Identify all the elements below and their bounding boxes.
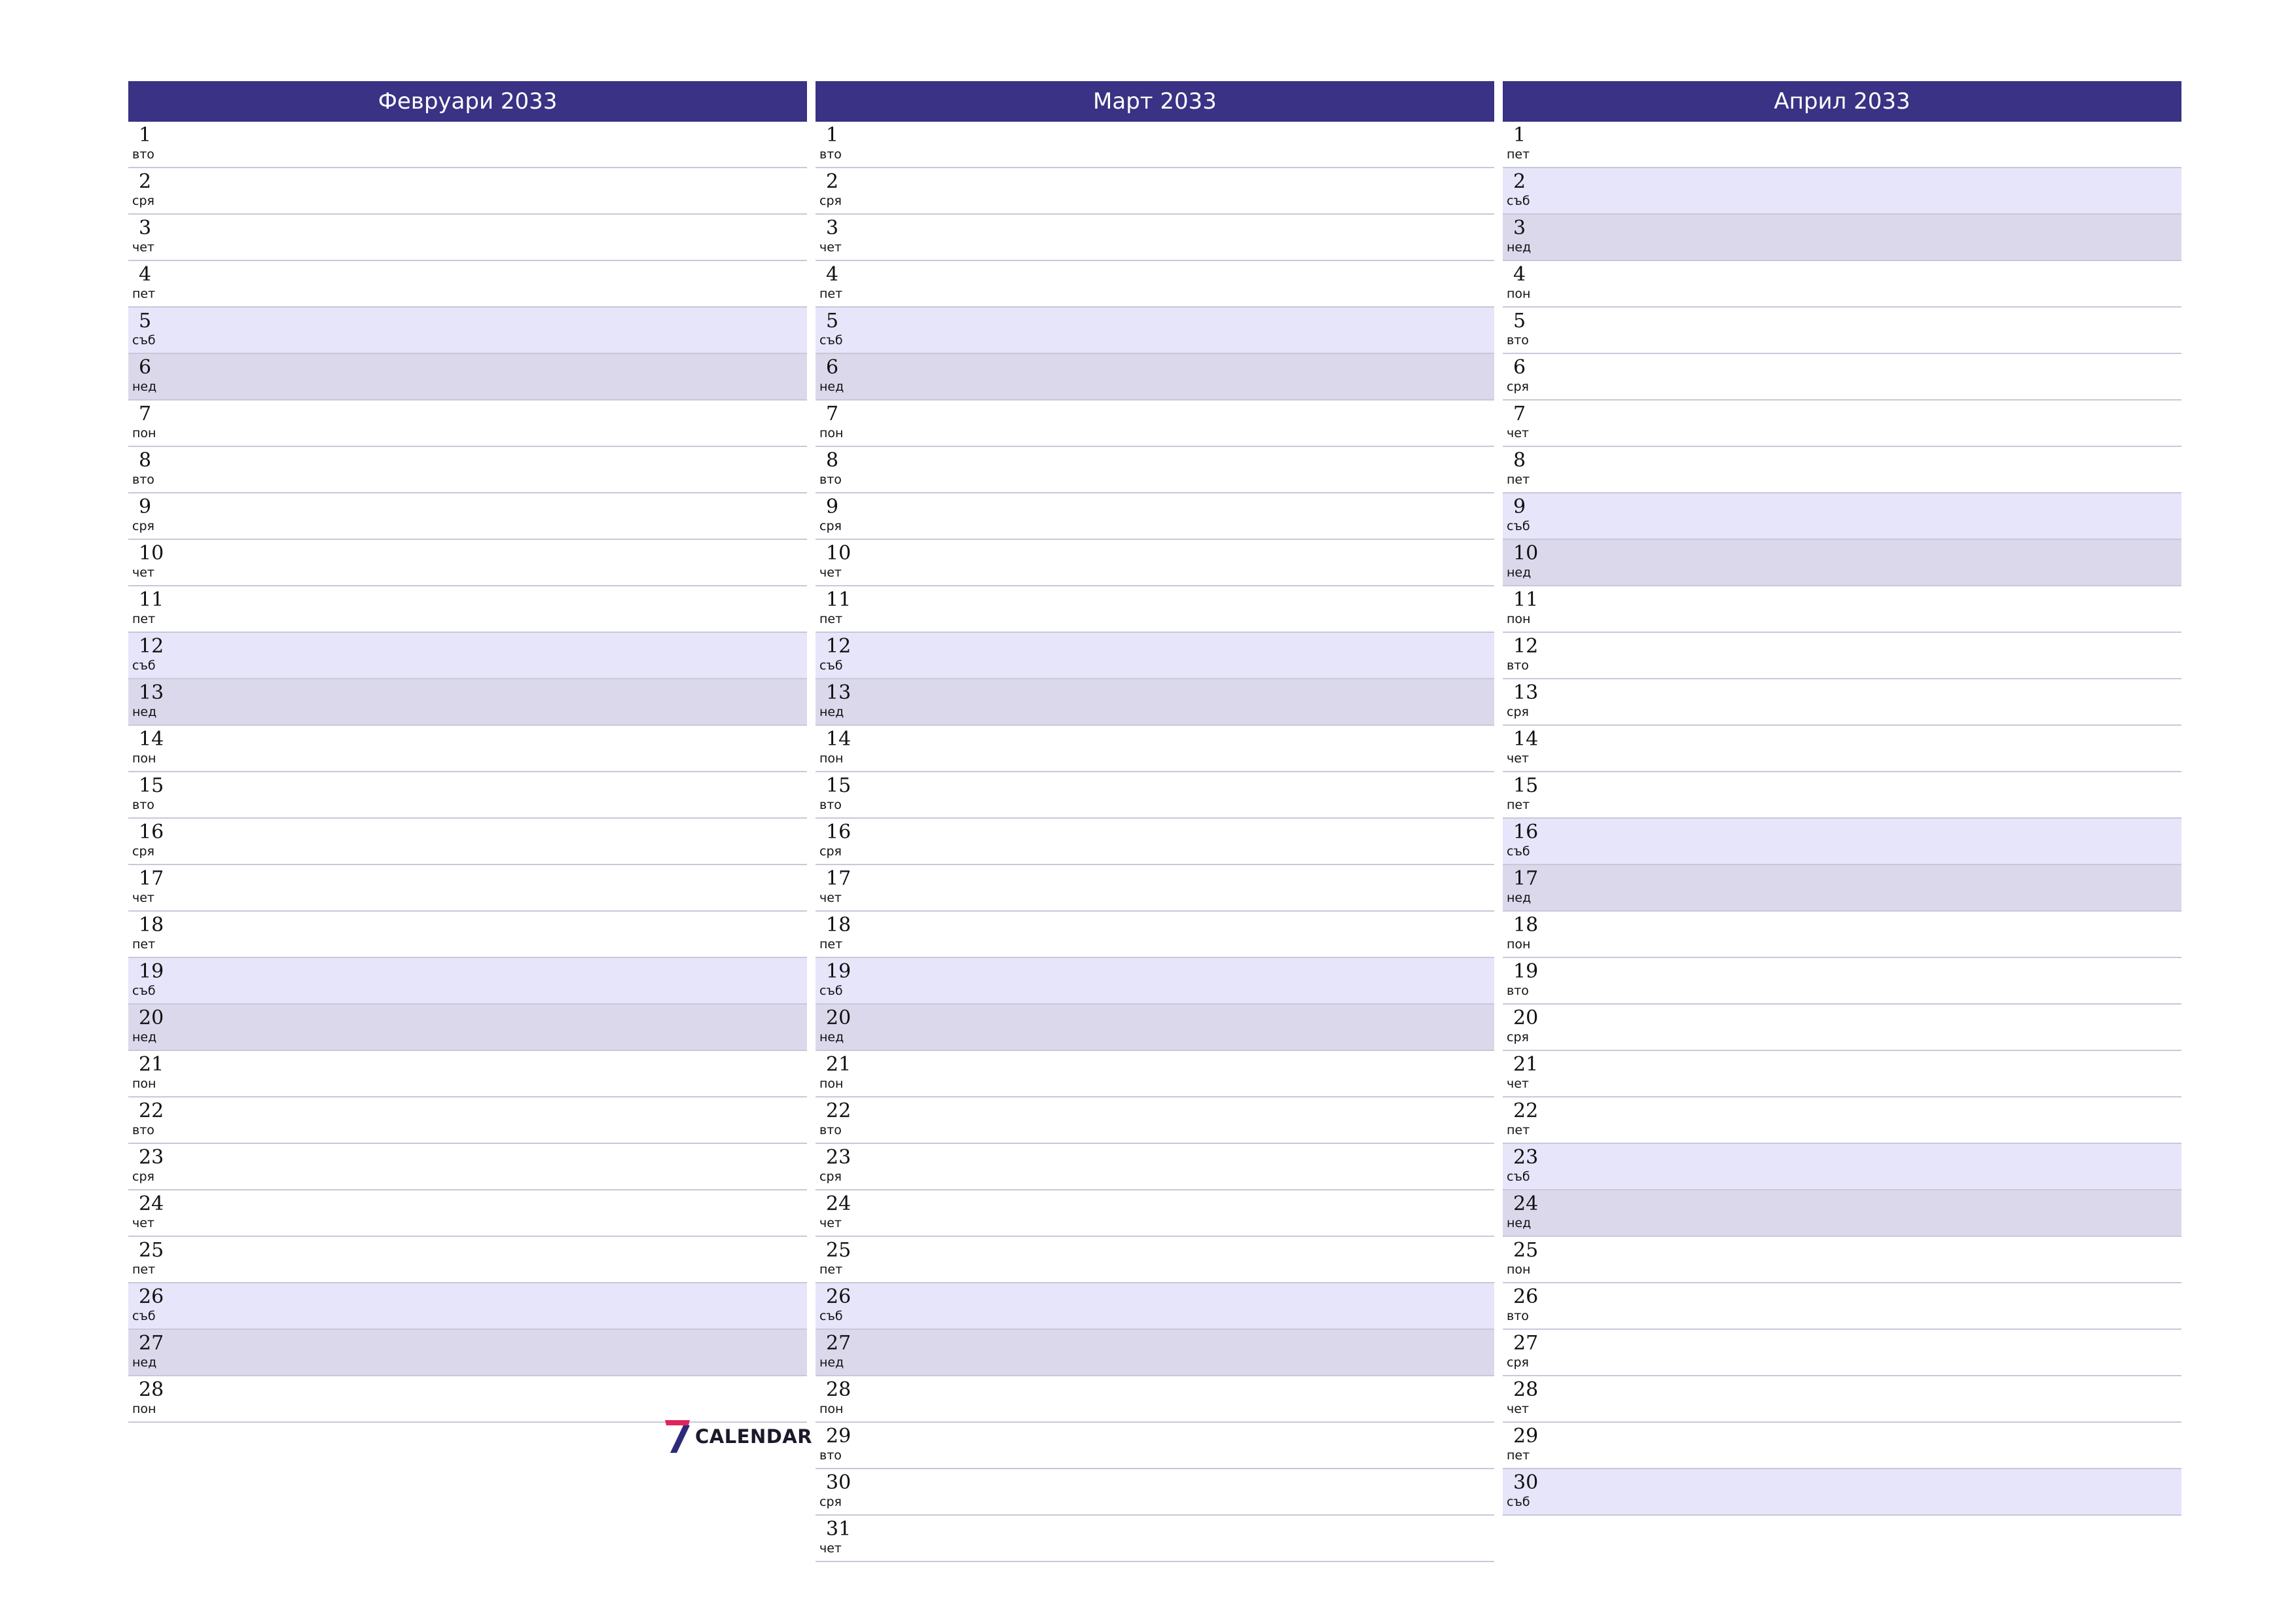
day-number: 5 xyxy=(1513,310,1526,332)
weekday-label: пет xyxy=(1507,1448,1530,1463)
weekday-label: съб xyxy=(819,333,843,348)
weekday-label: сря xyxy=(1507,1355,1529,1370)
weekday-label: чет xyxy=(819,565,842,580)
weekday-label: съб xyxy=(132,1309,156,1323)
day-number: 1 xyxy=(139,124,152,147)
weekday-label: сря xyxy=(819,1169,842,1184)
day-row[interactable] xyxy=(816,1190,1494,1237)
day-number: 1 xyxy=(826,124,839,147)
weekday-label: вто xyxy=(1507,1309,1529,1323)
weekday-label: пон xyxy=(819,1077,844,1091)
weekday-label: вто xyxy=(1507,333,1529,348)
day-row[interactable] xyxy=(128,1051,807,1097)
weekday-label: вто xyxy=(819,1448,842,1463)
day-number: 18 xyxy=(826,914,852,936)
day-number: 2 xyxy=(826,170,839,193)
day-number: 11 xyxy=(139,588,164,611)
day-number: 25 xyxy=(826,1239,852,1262)
day-number: 8 xyxy=(826,449,839,472)
day-row[interactable] xyxy=(128,540,807,586)
day-number: 23 xyxy=(139,1146,164,1169)
weekday-label: пет xyxy=(1507,473,1530,487)
day-number: 28 xyxy=(1513,1378,1539,1401)
day-row[interactable] xyxy=(1503,679,2181,726)
day-row[interactable] xyxy=(816,726,1494,772)
weekday-label: нед xyxy=(132,705,157,719)
day-row[interactable] xyxy=(1503,772,2181,819)
weekday-label: нед xyxy=(132,1355,157,1370)
seven-logo-icon xyxy=(662,1418,692,1455)
weekday-label: чет xyxy=(819,1216,842,1230)
day-number: 27 xyxy=(826,1332,852,1355)
day-number: 5 xyxy=(139,310,152,332)
weekday-label: вто xyxy=(819,1123,842,1137)
day-number: 19 xyxy=(139,960,164,983)
day-row[interactable] xyxy=(128,772,807,819)
weekday-label: чет xyxy=(1507,1077,1529,1091)
day-row[interactable] xyxy=(128,726,807,772)
month-march xyxy=(816,81,1494,1562)
day-row[interactable] xyxy=(816,586,1494,633)
day-row[interactable] xyxy=(128,1376,807,1423)
month-title: Април 2033 xyxy=(1503,81,2181,122)
day-number: 1 xyxy=(1513,124,1526,147)
day-row[interactable] xyxy=(816,865,1494,912)
day-row[interactable] xyxy=(1503,354,2181,401)
weekday-label: пет xyxy=(819,937,843,952)
day-list xyxy=(128,122,807,1423)
day-number: 7 xyxy=(826,402,839,425)
day-number: 13 xyxy=(1513,681,1539,704)
day-number: 20 xyxy=(1513,1007,1539,1029)
day-row[interactable] xyxy=(128,1237,807,1283)
day-row[interactable] xyxy=(128,447,807,493)
day-number: 12 xyxy=(826,635,852,658)
weekday-label: пет xyxy=(132,1262,156,1277)
day-row[interactable] xyxy=(816,401,1494,447)
weekday-label: нед xyxy=(132,380,157,394)
day-row[interactable] xyxy=(1503,261,2181,308)
day-row[interactable] xyxy=(128,1330,807,1376)
day-row[interactable] xyxy=(128,354,807,401)
weekday-label: чет xyxy=(132,565,154,580)
weekday-label: пон xyxy=(1507,937,1531,952)
day-number: 17 xyxy=(139,867,164,890)
weekday-label: пон xyxy=(132,1402,156,1416)
day-row[interactable] xyxy=(816,261,1494,308)
day-row[interactable] xyxy=(816,1051,1494,1097)
day-row[interactable] xyxy=(816,1097,1494,1144)
weekday-label: пет xyxy=(132,287,156,301)
day-number: 12 xyxy=(139,635,164,658)
day-row[interactable] xyxy=(1503,168,2181,215)
day-number: 8 xyxy=(1513,449,1526,472)
weekday-label: нед xyxy=(1507,240,1532,255)
day-number: 6 xyxy=(1513,356,1526,379)
day-number: 15 xyxy=(826,774,852,797)
day-number: 10 xyxy=(826,542,852,565)
day-row[interactable] xyxy=(128,633,807,679)
day-number: 18 xyxy=(139,914,164,936)
day-number: 10 xyxy=(1513,542,1539,565)
weekday-label: сря xyxy=(1507,380,1529,394)
day-row[interactable] xyxy=(128,1144,807,1190)
weekday-label: пон xyxy=(132,426,156,440)
weekday-label: сря xyxy=(819,844,842,859)
day-row[interactable] xyxy=(1503,215,2181,261)
weekday-label: вто xyxy=(1507,984,1529,998)
day-row[interactable] xyxy=(1503,958,2181,1005)
day-number: 23 xyxy=(826,1146,852,1169)
day-number: 10 xyxy=(139,542,164,565)
weekday-label: нед xyxy=(819,1355,844,1370)
weekday-label: пон xyxy=(1507,612,1531,626)
day-number: 14 xyxy=(139,728,164,751)
day-row[interactable] xyxy=(128,168,807,215)
day-row[interactable] xyxy=(816,447,1494,493)
day-number: 30 xyxy=(1513,1471,1539,1494)
day-number: 5 xyxy=(826,310,839,332)
day-row[interactable] xyxy=(128,586,807,633)
day-row[interactable] xyxy=(1503,726,2181,772)
day-number: 20 xyxy=(826,1007,852,1029)
day-number: 26 xyxy=(139,1285,164,1308)
day-number: 4 xyxy=(1513,263,1526,286)
weekday-label: пет xyxy=(819,1262,843,1277)
day-row[interactable] xyxy=(128,401,807,447)
weekday-label: нед xyxy=(132,1030,157,1044)
weekday-label: сря xyxy=(819,1495,842,1509)
day-number: 13 xyxy=(826,681,852,704)
day-row[interactable] xyxy=(1503,586,2181,633)
day-number: 16 xyxy=(826,821,852,844)
month-february xyxy=(128,81,807,1423)
weekday-label: съб xyxy=(1507,194,1530,208)
weekday-label: сря xyxy=(132,844,154,859)
weekday-label: чет xyxy=(819,891,842,905)
weekday-label: чет xyxy=(132,240,154,255)
day-number: 28 xyxy=(826,1378,852,1401)
day-number: 25 xyxy=(1513,1239,1539,1262)
day-number: 4 xyxy=(826,263,839,286)
day-number: 9 xyxy=(826,495,839,518)
day-row[interactable] xyxy=(816,122,1494,168)
day-row[interactable] xyxy=(816,540,1494,586)
day-row[interactable] xyxy=(128,679,807,726)
weekday-label: сря xyxy=(1507,705,1529,719)
day-list xyxy=(1503,122,2181,1516)
day-row[interactable] xyxy=(816,1237,1494,1283)
day-number: 21 xyxy=(139,1053,164,1076)
weekday-label: вто xyxy=(819,798,842,812)
weekday-label: съб xyxy=(819,658,843,673)
day-row[interactable] xyxy=(128,493,807,540)
weekday-label: нед xyxy=(819,380,844,394)
weekday-label: съб xyxy=(1507,1495,1530,1509)
weekday-label: нед xyxy=(1507,1216,1532,1230)
day-row[interactable] xyxy=(1503,1005,2181,1051)
day-number: 26 xyxy=(826,1285,852,1308)
day-row[interactable] xyxy=(816,1283,1494,1330)
weekday-label: сря xyxy=(132,194,154,208)
weekday-label: вто xyxy=(819,473,842,487)
day-row[interactable] xyxy=(816,1005,1494,1051)
day-number: 22 xyxy=(826,1099,852,1122)
day-number: 22 xyxy=(139,1099,164,1122)
day-row[interactable] xyxy=(1503,540,2181,586)
day-number: 2 xyxy=(139,170,152,193)
weekday-label: сря xyxy=(819,194,842,208)
day-row[interactable] xyxy=(1503,122,2181,168)
day-row[interactable] xyxy=(816,679,1494,726)
day-row[interactable] xyxy=(1503,1330,2181,1376)
weekday-label: вто xyxy=(132,473,154,487)
weekday-label: пет xyxy=(132,612,156,626)
weekday-label: пет xyxy=(819,287,843,301)
weekday-label: чет xyxy=(132,1216,154,1230)
weekday-label: нед xyxy=(1507,565,1532,580)
day-row[interactable] xyxy=(1503,865,2181,912)
day-number: 15 xyxy=(139,774,164,797)
day-number: 21 xyxy=(826,1053,852,1076)
day-number: 3 xyxy=(826,217,839,240)
weekday-label: пон xyxy=(819,1402,844,1416)
weekday-label: чет xyxy=(819,240,842,255)
month-april xyxy=(1503,81,2181,1516)
day-row[interactable] xyxy=(128,122,807,168)
day-number: 3 xyxy=(1513,217,1526,240)
weekday-label: съб xyxy=(132,333,156,348)
day-number: 2 xyxy=(1513,170,1526,193)
day-number: 7 xyxy=(1513,402,1526,425)
weekday-label: чет xyxy=(1507,426,1529,440)
weekday-label: съб xyxy=(132,984,156,998)
day-number: 11 xyxy=(1513,588,1539,611)
day-row[interactable] xyxy=(816,1469,1494,1516)
day-number: 14 xyxy=(826,728,852,751)
day-number: 8 xyxy=(139,449,152,472)
weekday-label: пет xyxy=(1507,798,1530,812)
day-row[interactable] xyxy=(1503,1237,2181,1283)
weekday-label: вто xyxy=(132,147,154,162)
day-row[interactable] xyxy=(128,912,807,958)
day-number: 4 xyxy=(139,263,152,286)
weekday-label: съб xyxy=(1507,519,1530,533)
day-row[interactable] xyxy=(816,633,1494,679)
day-number: 31 xyxy=(826,1518,852,1541)
day-row[interactable] xyxy=(816,1423,1494,1469)
day-number: 24 xyxy=(826,1192,852,1215)
day-number: 7 xyxy=(139,402,152,425)
day-number: 3 xyxy=(139,217,152,240)
day-row[interactable] xyxy=(816,912,1494,958)
day-number: 28 xyxy=(139,1378,164,1401)
weekday-label: съб xyxy=(819,984,843,998)
weekday-label: съб xyxy=(132,658,156,673)
day-row[interactable] xyxy=(816,958,1494,1005)
day-row[interactable] xyxy=(128,1190,807,1237)
day-number: 24 xyxy=(1513,1192,1539,1215)
day-number: 30 xyxy=(826,1471,852,1494)
weekday-label: вто xyxy=(1507,658,1529,673)
day-number: 25 xyxy=(139,1239,164,1262)
weekday-label: пет xyxy=(819,612,843,626)
weekday-label: пон xyxy=(1507,287,1531,301)
weekday-label: вто xyxy=(132,1123,154,1137)
weekday-label: сря xyxy=(1507,1030,1529,1044)
day-row[interactable] xyxy=(128,308,807,354)
weekday-label: вто xyxy=(132,798,154,812)
day-number: 29 xyxy=(826,1425,852,1448)
day-row[interactable] xyxy=(1503,912,2181,958)
day-row[interactable] xyxy=(816,772,1494,819)
day-row[interactable] xyxy=(816,308,1494,354)
day-number: 16 xyxy=(139,821,164,844)
day-number: 27 xyxy=(139,1332,164,1355)
day-row[interactable] xyxy=(128,1283,807,1330)
day-row[interactable] xyxy=(128,1005,807,1051)
day-number: 18 xyxy=(1513,914,1539,936)
day-number: 19 xyxy=(826,960,852,983)
day-row[interactable] xyxy=(1503,1144,2181,1190)
calendar-logo xyxy=(662,1417,812,1456)
day-row[interactable] xyxy=(816,1516,1494,1562)
weekday-label: пет xyxy=(132,937,156,952)
day-row[interactable] xyxy=(816,1376,1494,1423)
day-number: 6 xyxy=(826,356,839,379)
day-number: 22 xyxy=(1513,1099,1539,1122)
day-row[interactable] xyxy=(1503,633,2181,679)
day-row[interactable] xyxy=(816,819,1494,865)
day-number: 13 xyxy=(139,681,164,704)
day-row[interactable] xyxy=(816,1330,1494,1376)
day-number: 15 xyxy=(1513,774,1539,797)
day-list xyxy=(816,122,1494,1562)
weekday-label: нед xyxy=(819,1030,844,1044)
day-row[interactable] xyxy=(128,958,807,1005)
day-number: 17 xyxy=(826,867,852,890)
day-number: 24 xyxy=(139,1192,164,1215)
weekday-label: чет xyxy=(819,1541,842,1556)
day-number: 19 xyxy=(1513,960,1539,983)
day-number: 20 xyxy=(139,1007,164,1029)
day-row[interactable] xyxy=(816,493,1494,540)
weekday-label: съб xyxy=(1507,1169,1530,1184)
day-row[interactable] xyxy=(1503,447,2181,493)
weekday-label: сря xyxy=(132,519,154,533)
weekday-label: нед xyxy=(819,705,844,719)
day-row[interactable] xyxy=(128,261,807,308)
day-number: 27 xyxy=(1513,1332,1539,1355)
day-row[interactable] xyxy=(128,819,807,865)
day-number: 14 xyxy=(1513,728,1539,751)
weekday-label: пон xyxy=(1507,1262,1531,1277)
weekday-label: чет xyxy=(132,891,154,905)
day-row[interactable] xyxy=(1503,1051,2181,1097)
day-row[interactable] xyxy=(1503,1469,2181,1516)
weekday-label: съб xyxy=(819,1309,843,1323)
day-number: 9 xyxy=(1513,495,1526,518)
day-row[interactable] xyxy=(1503,1097,2181,1144)
day-number: 12 xyxy=(1513,635,1539,658)
day-row[interactable] xyxy=(816,215,1494,261)
day-number: 23 xyxy=(1513,1146,1539,1169)
day-row[interactable] xyxy=(1503,819,2181,865)
day-number: 16 xyxy=(1513,821,1539,844)
day-row[interactable] xyxy=(816,354,1494,401)
weekday-label: пон xyxy=(132,751,156,766)
day-row[interactable] xyxy=(1503,493,2181,540)
day-number: 11 xyxy=(826,588,852,611)
weekday-label: сря xyxy=(132,1169,154,1184)
weekday-label: пон xyxy=(132,1077,156,1091)
weekday-label: пон xyxy=(819,426,844,440)
day-number: 29 xyxy=(1513,1425,1539,1448)
day-row[interactable] xyxy=(1503,1283,2181,1330)
day-row[interactable] xyxy=(1503,308,2181,354)
logo-text: CALENDAR xyxy=(695,1425,813,1448)
day-row[interactable] xyxy=(1503,401,2181,447)
day-row[interactable] xyxy=(1503,1423,2181,1469)
weekday-label: чет xyxy=(1507,751,1529,766)
weekday-label: съб xyxy=(1507,844,1530,859)
day-number: 21 xyxy=(1513,1053,1539,1076)
month-title: Март 2033 xyxy=(816,81,1494,122)
weekday-label: пон xyxy=(819,751,844,766)
day-row[interactable] xyxy=(128,215,807,261)
day-row[interactable] xyxy=(128,1097,807,1144)
weekday-label: нед xyxy=(1507,891,1532,905)
weekday-label: пет xyxy=(1507,1123,1530,1137)
month-title: Февруари 2033 xyxy=(128,81,807,122)
weekday-label: чет xyxy=(1507,1402,1529,1416)
day-number: 6 xyxy=(139,356,152,379)
day-number: 26 xyxy=(1513,1285,1539,1308)
day-number: 17 xyxy=(1513,867,1539,890)
day-row[interactable] xyxy=(128,865,807,912)
day-number: 9 xyxy=(139,495,152,518)
day-row[interactable] xyxy=(816,168,1494,215)
weekday-label: вто xyxy=(819,147,842,162)
day-row[interactable] xyxy=(1503,1376,2181,1423)
weekday-label: пет xyxy=(1507,147,1530,162)
day-row[interactable] xyxy=(1503,1190,2181,1237)
day-row[interactable] xyxy=(816,1144,1494,1190)
weekday-label: сря xyxy=(819,519,842,533)
